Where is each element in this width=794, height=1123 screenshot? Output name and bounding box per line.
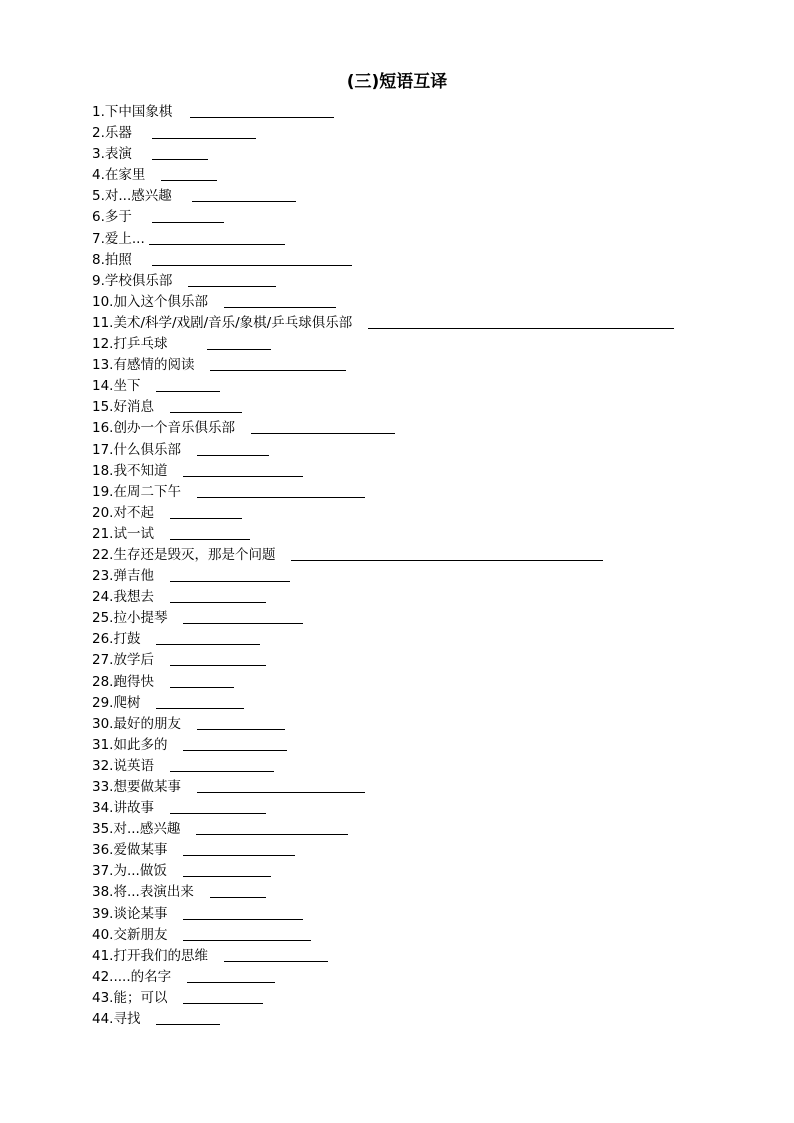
- phrase-label: 33.想要做某事: [92, 779, 181, 795]
- phrase-list: [92, 102, 772, 1030]
- answer-blank[interactable]: [183, 904, 303, 920]
- phrase-label: 37.为...做饭: [92, 863, 167, 880]
- answer-blank[interactable]: [183, 861, 271, 877]
- list-item: [92, 735, 772, 756]
- answer-blank[interactable]: [210, 355, 346, 371]
- list-item: [92, 925, 772, 946]
- phrase-label: 17.什么俱乐部: [92, 441, 181, 458]
- answer-blank[interactable]: [188, 271, 276, 287]
- answer-blank[interactable]: [170, 397, 242, 413]
- phrase-label: 29.爬树: [92, 694, 141, 711]
- phrase-label: 26.打鼓: [92, 631, 141, 648]
- list-item: [92, 629, 772, 650]
- list-item: [92, 672, 772, 693]
- answer-blank[interactable]: [170, 798, 266, 814]
- list-item: [92, 503, 772, 524]
- phrase-label: 41.打开我们的思维: [92, 947, 208, 964]
- answer-blank[interactable]: [192, 186, 296, 202]
- list-item: [92, 1009, 772, 1030]
- list-item: [92, 756, 772, 777]
- list-item: [92, 123, 772, 144]
- phrase-label: 7.爱上...: [92, 230, 145, 247]
- answer-blank[interactable]: [170, 650, 266, 666]
- answer-blank[interactable]: [190, 102, 334, 118]
- answer-blank[interactable]: [183, 925, 311, 941]
- phrase-label: 9.学校俱乐部: [92, 272, 173, 289]
- phrase-label: 43.能；可以: [92, 989, 168, 1006]
- answer-blank[interactable]: [156, 376, 220, 392]
- list-item: [92, 566, 772, 587]
- phrase-label: 42.....的名字: [92, 968, 172, 985]
- answer-blank[interactable]: [152, 123, 256, 139]
- answer-blank[interactable]: [183, 461, 303, 477]
- phrase-label: 30.最好的朋友: [92, 715, 181, 732]
- phrase-label: 31.如此多的: [92, 736, 168, 753]
- list-item: [92, 207, 772, 228]
- phrase-label: 34.讲故事: [92, 800, 154, 817]
- list-item: [92, 313, 772, 334]
- list-item: [92, 355, 772, 376]
- list-item: [92, 144, 772, 165]
- phrase-label: 40.交新朋友: [92, 926, 168, 943]
- list-item: [92, 714, 772, 735]
- phrase-label: 39.谈论某事: [92, 905, 168, 922]
- list-item: [92, 482, 772, 503]
- answer-blank[interactable]: [197, 440, 269, 456]
- answer-blank[interactable]: [197, 482, 365, 498]
- phrase-label: 11.美术/科学/戏剧/音乐/象棋/乒乓球俱乐部: [92, 314, 353, 331]
- phrase-label: 22.生存还是毁灭，那是个问题: [92, 546, 276, 563]
- answer-blank[interactable]: [156, 629, 260, 645]
- answer-blank[interactable]: [170, 672, 234, 688]
- phrase-label: 6.多于: [92, 209, 132, 226]
- phrase-label: 5.对...感兴趣: [92, 188, 172, 205]
- answer-blank[interactable]: [207, 334, 271, 350]
- phrase-label: 8.拍照: [92, 251, 132, 268]
- phrase-label: 23.弹吉他: [92, 568, 154, 585]
- list-item: [92, 904, 772, 925]
- phrase-label: 21.试一试: [92, 525, 154, 542]
- list-item: [92, 418, 772, 439]
- answer-blank[interactable]: [170, 524, 250, 540]
- list-item: [92, 882, 772, 903]
- answer-blank[interactable]: [197, 777, 365, 793]
- list-item: [92, 650, 772, 671]
- list-item: [92, 292, 772, 313]
- phrase-label: 25.拉小提琴: [92, 610, 168, 627]
- phrase-label: 36.爱做某事: [92, 842, 168, 859]
- list-item: [92, 165, 772, 186]
- list-item: [92, 397, 772, 418]
- list-item: [92, 271, 772, 292]
- answer-blank[interactable]: [224, 292, 336, 308]
- phrase-label: 14.坐下: [92, 378, 141, 395]
- list-item: [92, 967, 772, 988]
- phrase-label: 27.放学后: [92, 652, 154, 669]
- list-item: [92, 946, 772, 967]
- phrase-label: 18.我不知道: [92, 462, 168, 479]
- list-item: [92, 693, 772, 714]
- phrase-label: 1.下中国象棋: [92, 104, 173, 120]
- answer-blank[interactable]: [196, 819, 348, 835]
- answer-blank[interactable]: [170, 756, 274, 772]
- phrase-label: 20.对不起: [92, 504, 154, 521]
- phrase-label: 4.在家里: [92, 167, 146, 184]
- answer-blank[interactable]: [152, 250, 352, 266]
- answer-blank[interactable]: [187, 967, 275, 983]
- list-item: [92, 545, 772, 566]
- phrase-label: 12.打乒乓球: [92, 336, 168, 353]
- list-item: [92, 102, 772, 123]
- answer-blank[interactable]: [183, 735, 287, 751]
- phrase-label: 35.对...感兴趣: [92, 821, 181, 838]
- phrase-label: 16.创办一个音乐俱乐部: [92, 420, 235, 437]
- answer-blank[interactable]: [183, 608, 303, 624]
- phrase-label: 32.说英语: [92, 757, 154, 774]
- page-title: (三)短语互译: [346, 72, 448, 92]
- answer-blank[interactable]: [251, 418, 395, 434]
- answer-blank[interactable]: [197, 714, 285, 730]
- phrase-label: 3.表演: [92, 146, 132, 163]
- answer-blank[interactable]: [156, 693, 244, 709]
- answer-blank[interactable]: [183, 988, 263, 1004]
- answer-blank[interactable]: [170, 566, 290, 582]
- answer-blank[interactable]: [149, 229, 285, 245]
- list-item: [92, 608, 772, 629]
- phrase-label: 15.好消息: [92, 399, 154, 416]
- list-item: [92, 819, 772, 840]
- list-item: [92, 840, 772, 861]
- phrase-label: 19.在周二下午: [92, 483, 181, 500]
- answer-blank[interactable]: [291, 545, 603, 561]
- list-item: [92, 988, 772, 1009]
- answer-blank[interactable]: [224, 946, 328, 962]
- phrase-label: 2.乐器: [92, 125, 132, 142]
- answer-blank[interactable]: [210, 882, 266, 898]
- answer-blank[interactable]: [183, 840, 295, 856]
- list-item: [92, 334, 772, 355]
- answer-blank[interactable]: [152, 144, 208, 160]
- list-item: [92, 798, 772, 819]
- list-item: [92, 229, 772, 250]
- list-item: [92, 461, 772, 482]
- list-item: [92, 861, 772, 882]
- phrase-label: 38.将...表演出来: [92, 884, 194, 901]
- answer-blank[interactable]: [152, 207, 224, 223]
- phrase-label: 28.跑得快: [92, 673, 154, 690]
- answer-blank[interactable]: [170, 503, 242, 519]
- phrase-label: 44.寻找: [92, 1011, 141, 1028]
- answer-blank[interactable]: [161, 165, 217, 181]
- phrase-label: 24.我想去: [92, 589, 154, 606]
- list-item: [92, 250, 772, 271]
- list-item: [92, 376, 772, 397]
- answer-blank[interactable]: [368, 313, 674, 329]
- list-item: [92, 186, 772, 207]
- list-item: [92, 524, 772, 545]
- answer-blank[interactable]: [156, 1009, 220, 1025]
- phrase-label: 13.有感情的阅读: [92, 357, 195, 374]
- phrase-label: 10.加入这个俱乐部: [92, 293, 208, 310]
- list-item: [92, 440, 772, 461]
- list-item: [92, 587, 772, 608]
- list-item: [92, 777, 772, 798]
- answer-blank[interactable]: [170, 587, 266, 603]
